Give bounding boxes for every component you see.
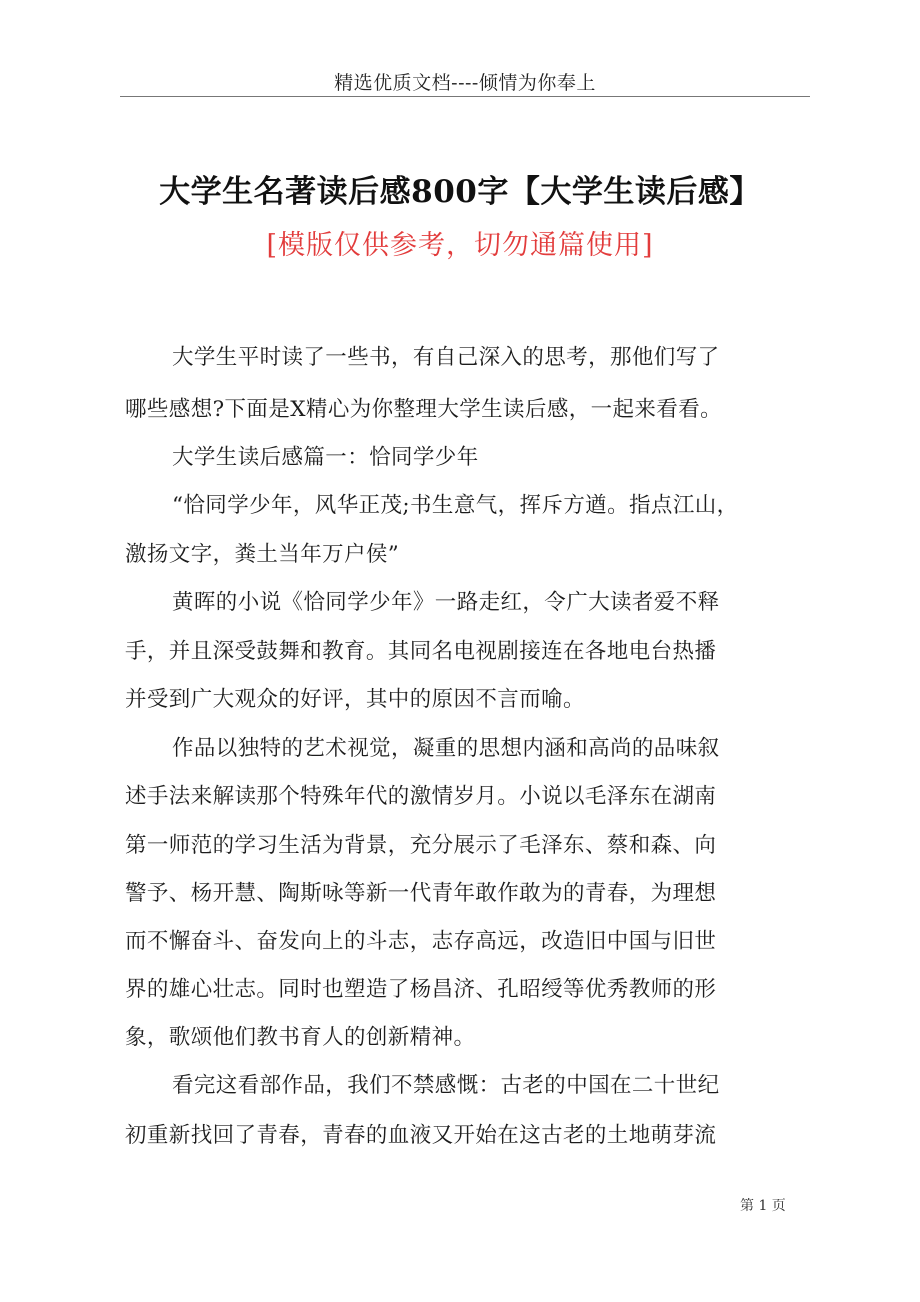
- text-line: 大学生平时读了一些书，有自己深入的思考，那他们写了: [172, 345, 720, 370]
- text-line: 而不懈奋斗、奋发向上的斗志，志存高远，改造旧中国与旧世: [125, 929, 717, 954]
- text-line: 黄晖的小说《恰同学少年》一路走红，令广大读者爱不释: [172, 590, 720, 615]
- text-line: 作品以独特的艺术视觉，凝重的思想内涵和高尚的品味叙: [172, 736, 720, 761]
- text-line: 看完这看部作品，我们不禁感慨：古老的中国在二十世纪: [172, 1073, 720, 1098]
- text-line: 手，并且深受鼓舞和教育。其同名电视剧接连在各地电台热播: [125, 639, 717, 664]
- header-divider: [120, 96, 810, 97]
- text-line: 初重新找回了青春，青春的血液又开始在这古老的土地萌芽流: [125, 1123, 717, 1148]
- text-line: 并受到广大观众的好评，其中的原因不言而喻。: [125, 687, 585, 712]
- text-line: 第一师范的学习生活为背景，充分展示了毛泽东、蔡和森、向: [125, 833, 717, 858]
- text-line: 象，歌颂他们教书育人的创新精神。: [125, 1025, 476, 1050]
- text-line: “恰同学少年，风华正茂;书生意气，挥斥方遒。指点江山，: [172, 493, 739, 518]
- text-line: 激扬文字，粪土当年万户侯”: [125, 542, 400, 567]
- section-heading: 大学生读后感篇一：恰同学少年: [172, 445, 479, 470]
- page-header: 精选优质文档----倾情为你奉上: [334, 72, 596, 94]
- text-line: 述手法来解读那个特殊年代的激情岁月。小说以毛泽东在湖南: [125, 784, 717, 809]
- document-title: 大学生名著读后感800字【大学生读后感】: [159, 174, 761, 210]
- text-line: 警予、杨开慧、陶斯咏等新一代青年敢作敢为的青春，为理想: [125, 881, 717, 906]
- text-line: 哪些感想?下面是X精心为你整理大学生读后感，一起来看看。: [125, 397, 723, 422]
- page-number: 第 1 页: [740, 1198, 786, 1214]
- template-notice: [模版仅供参考，切勿通篇使用]: [266, 230, 654, 261]
- text-line: 界的雄心壮志。同时也塑造了杨昌济、孔昭绶等优秀教师的形: [125, 977, 717, 1002]
